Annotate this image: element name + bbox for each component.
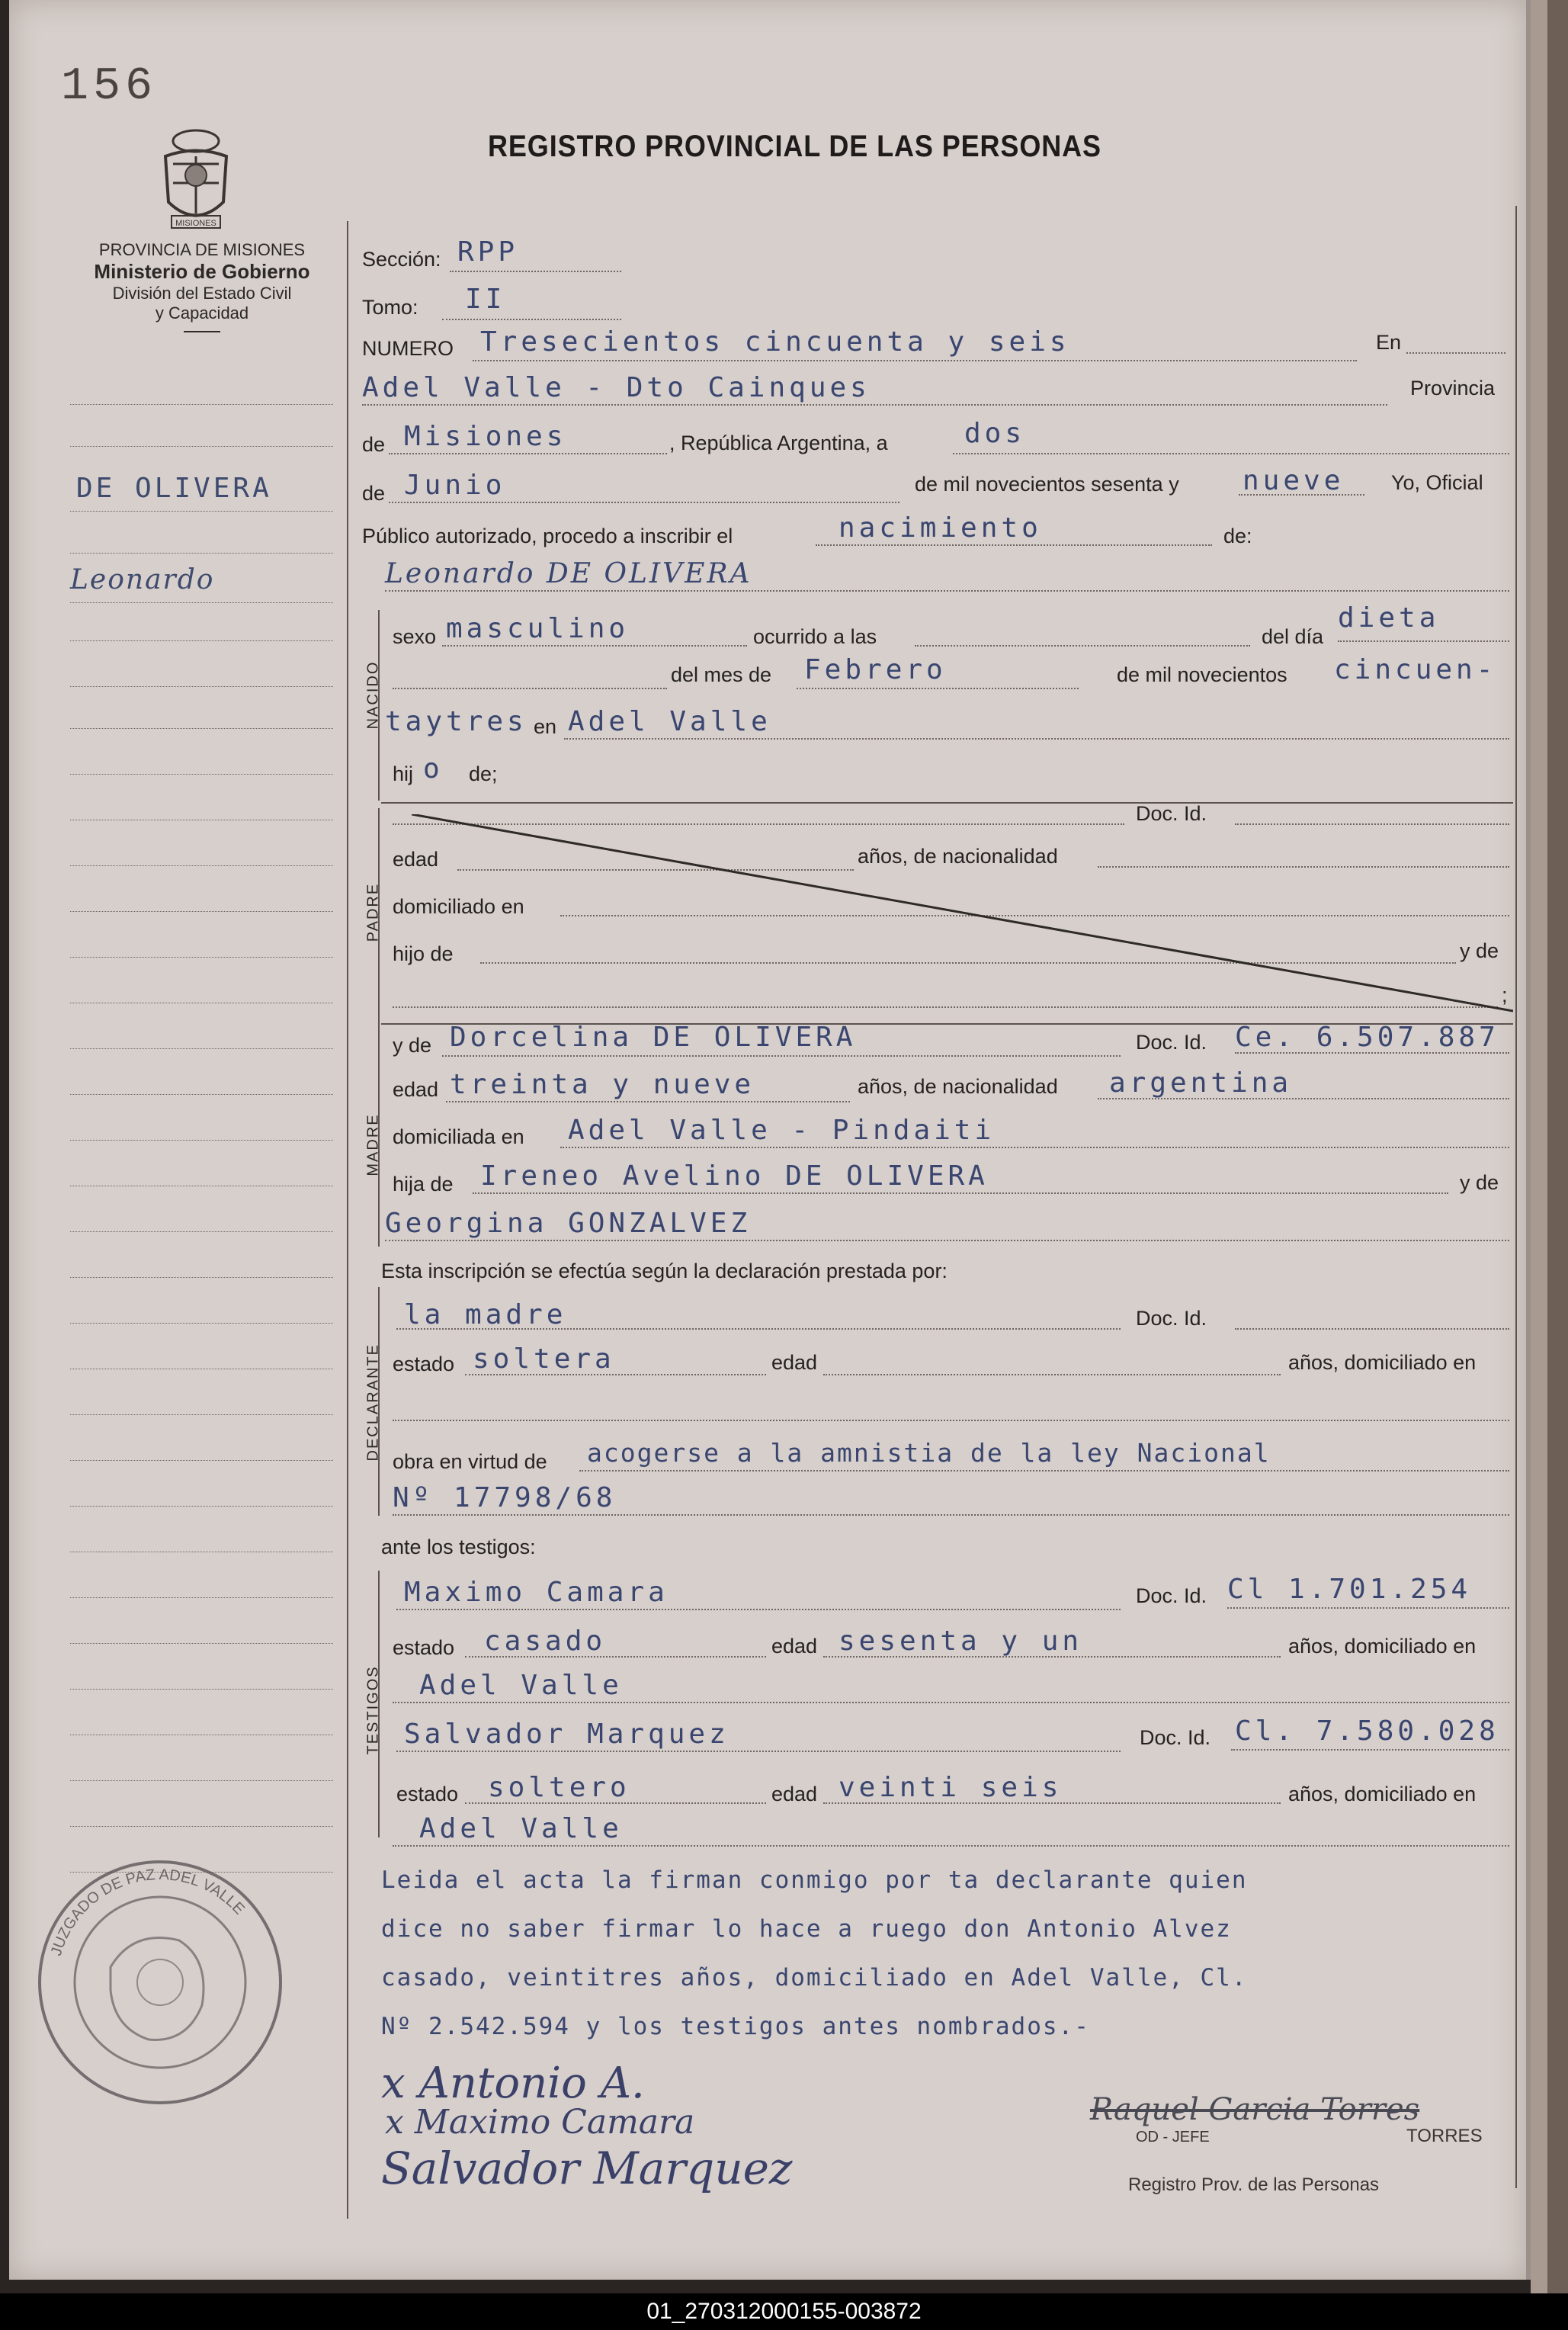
margin-line xyxy=(70,1414,333,1415)
margin-line xyxy=(70,446,333,447)
mes-nac-line xyxy=(797,688,1079,689)
mil-sesenta-label: de mil novecientos sesenta y xyxy=(915,473,1179,496)
obra-label: obra en virtud de xyxy=(393,1450,547,1473)
madre-edad-value: treinta y nueve xyxy=(450,1069,755,1100)
right-rule xyxy=(1515,206,1517,2188)
page-number: 156 xyxy=(61,61,158,113)
declarante-doc-label: Doc. Id. xyxy=(1136,1307,1207,1330)
declarante-line xyxy=(396,1328,1121,1330)
madre-dom-label: domiciliada en xyxy=(393,1125,524,1148)
margin-line xyxy=(70,602,333,603)
testigo1-doc-line xyxy=(1227,1607,1509,1609)
madre-doc-label: Doc. Id. xyxy=(1136,1031,1207,1054)
madre-nac-line xyxy=(1098,1098,1509,1099)
mes-nac-value: Febrero xyxy=(804,654,947,685)
de-colon-label: de: xyxy=(1223,525,1252,547)
testigo1-value: Maximo Camara xyxy=(404,1577,669,1608)
declarante-side-label: DECLARANTE xyxy=(364,1343,382,1462)
svg-text:JUZGADO DE PAZ ADEL VALLE xyxy=(48,1866,248,1958)
dia-line xyxy=(953,453,1509,454)
del-dia-label: del día xyxy=(1262,625,1324,648)
province-label: PROVINCIA DE MISIONES xyxy=(98,240,306,259)
testigo1-edad-label: edad xyxy=(771,1635,818,1658)
closing-line-4: Nº 2.542.594 y los testigos antes nombrados.- xyxy=(381,2013,1090,2040)
margin-surname: DE OLIVERA xyxy=(76,473,272,504)
margin-line xyxy=(70,1780,333,1781)
tomo-line xyxy=(442,319,621,320)
page-edge-dark xyxy=(1547,0,1568,2293)
testigo2-dom-value: Adel Valle xyxy=(419,1813,623,1844)
anio-value: nueve xyxy=(1243,465,1345,496)
testigo2-dom-label: años, domiciliado en xyxy=(1288,1783,1477,1805)
madre-nac-label: años, de nacionalidad xyxy=(858,1075,1058,1098)
padre-dom-label: domiciliado en xyxy=(393,895,524,918)
testigo1-line xyxy=(396,1609,1121,1610)
official-surname: TORRES xyxy=(1406,2126,1483,2146)
anio-nac-value-1: cincuen- xyxy=(1334,654,1497,685)
yo-oficial-label: Yo, Oficial xyxy=(1391,471,1483,494)
acto-line xyxy=(816,544,1212,546)
numero-value: Tresecientos cincuenta y seis xyxy=(480,326,1070,358)
padre-y-de-label: y de xyxy=(1460,939,1499,962)
nombre-value: Leonardo DE OLIVERA xyxy=(385,558,752,589)
lugar-nac-line xyxy=(564,738,1509,740)
dia-nac-value: dieta xyxy=(1338,602,1440,634)
madre-y-de-label: y de xyxy=(393,1034,432,1057)
capacity-label: y Capacidad xyxy=(155,303,249,323)
margin-line xyxy=(70,957,333,958)
margin-line xyxy=(70,404,333,405)
margin-line xyxy=(70,1277,333,1278)
testigo1-estado-line xyxy=(465,1656,766,1658)
testigo1-dom-value: Adel Valle xyxy=(419,1670,623,1701)
provincia-value: Misiones xyxy=(404,421,567,452)
mes-line xyxy=(389,502,899,503)
margin-line xyxy=(70,1597,333,1598)
closing-line-3: casado, veintitres años, domiciliado en Adel Valle, Cl. xyxy=(381,1964,1248,1991)
numero-label: NUMERO xyxy=(362,337,454,360)
testigo2-doc-label: Doc. Id. xyxy=(1140,1726,1211,1749)
obra-value-1: acogerse a la amnistia de la ley Nacional xyxy=(587,1438,1271,1468)
en-line xyxy=(1406,352,1505,354)
testigo2-edad-line xyxy=(823,1802,1281,1804)
testigo1-estado-value: casado xyxy=(484,1626,607,1657)
en-lower-label: en xyxy=(534,715,557,738)
madre-padre-line xyxy=(473,1192,1448,1194)
seccion-label: Sección: xyxy=(362,248,441,271)
margin-line xyxy=(70,1689,333,1690)
madre-doc-value: Ce. 6.507.887 xyxy=(1235,1022,1499,1053)
sexo-label: sexo xyxy=(393,625,437,648)
dia-value: dos xyxy=(964,418,1026,449)
declarante-estado-label: estado xyxy=(393,1353,455,1375)
obra-line-1 xyxy=(579,1470,1509,1471)
lugar-value: Adel Valle - Dto Cainques xyxy=(362,372,871,403)
margin-line xyxy=(70,865,333,866)
mil-novecientos-label: de mil novecientos xyxy=(1117,663,1287,686)
margin-line xyxy=(70,728,333,729)
provincia-label: Provincia xyxy=(1410,377,1496,400)
padre-edad-label: edad xyxy=(393,848,439,871)
stamp-text: JUZGADO DE PAZ ADEL VALLE xyxy=(47,1866,248,1958)
madre-dom-value: Adel Valle - Pindaiti xyxy=(568,1115,996,1146)
hij-value: o xyxy=(423,753,444,785)
margin-line xyxy=(70,1506,333,1507)
testigo1-estado-label: estado xyxy=(393,1636,455,1659)
testigo2-doc-line xyxy=(1231,1749,1509,1751)
signature-antonio: x Antonio A. xyxy=(381,2059,645,2108)
declarante-dom-label: años, domiciliado en xyxy=(1288,1351,1477,1374)
margin-line xyxy=(70,686,333,687)
margin-line xyxy=(70,553,333,554)
testigo2-estado-line xyxy=(465,1802,766,1804)
del-mes-label: del mes de xyxy=(671,663,772,686)
seccion-line xyxy=(450,271,621,272)
official-role: OD - JEFE xyxy=(1136,2129,1210,2145)
closing-line-1: Leida el acta la firman conmigo por ta declarante quien xyxy=(381,1866,1248,1894)
testigo2-line xyxy=(396,1751,1121,1752)
madre-y-de-2-label: y de xyxy=(1460,1171,1499,1194)
nombre-line xyxy=(385,590,1509,592)
signature-maximo: x Maximo Camara xyxy=(385,2103,695,2142)
margin-line xyxy=(70,1643,333,1644)
filename-caption: 01_270312000155-003872 xyxy=(0,2293,1568,2330)
padre-doc-label: Doc. Id. xyxy=(1136,802,1207,825)
madre-edad-label: edad xyxy=(393,1078,439,1101)
acto-value: nacimiento xyxy=(839,512,1042,544)
madre-edad-line xyxy=(446,1101,850,1102)
en-label: En xyxy=(1376,331,1402,354)
madre-nac-value: argentina xyxy=(1109,1067,1293,1099)
obra-line-2 xyxy=(393,1514,1509,1516)
seal-text: MISIONES xyxy=(175,219,216,228)
declarante-value: la madre xyxy=(404,1299,567,1330)
madre-nombre-value: Dorcelina DE OLIVERA xyxy=(450,1022,857,1053)
testigo2-value: Salvador Marquez xyxy=(404,1719,729,1750)
testigo1-doc-label: Doc. Id. xyxy=(1136,1584,1207,1607)
de-label: de xyxy=(362,433,386,456)
tomo-label: Tomo: xyxy=(362,296,418,319)
mes-value: Junio xyxy=(404,470,506,501)
declarante-dom-line xyxy=(393,1420,1509,1421)
declarante-estado-line xyxy=(465,1374,766,1375)
testigos-side-label: TESTIGOS xyxy=(364,1665,382,1755)
madre-hija-label: hija de xyxy=(393,1173,454,1195)
testigo2-estado-value: soltero xyxy=(488,1772,630,1803)
seccion-value: RPP xyxy=(457,236,519,268)
margin-line xyxy=(70,1323,333,1324)
madre-madre-line xyxy=(385,1240,1509,1241)
obra-value-2: Nº 17798/68 xyxy=(393,1482,617,1513)
lugar-nac-value: Adel Valle xyxy=(568,706,771,737)
padre-hijo-label: hijo de xyxy=(393,942,454,965)
cancel-slash xyxy=(412,814,1513,1013)
hora-line xyxy=(915,645,1250,647)
dia-nac-line xyxy=(1338,640,1509,642)
madre-doc-line xyxy=(1235,1052,1509,1054)
margin-line xyxy=(70,1460,333,1461)
numero-line xyxy=(473,360,1357,361)
madre-side-label: MADRE xyxy=(364,1113,382,1176)
testigo2-edad-value: veinti seis xyxy=(839,1772,1063,1803)
official-signature: Raquel Garcia Torres xyxy=(1090,2092,1420,2127)
padre-semicolon: ; xyxy=(1502,984,1508,1006)
madre-dom-line xyxy=(560,1147,1509,1148)
ocurrido-label: ocurrido a las xyxy=(753,625,877,648)
testigo2-estado-label: estado xyxy=(396,1783,459,1805)
republica-label: , República Argentina, a xyxy=(669,432,888,454)
ministry-header xyxy=(53,240,351,332)
margin-line xyxy=(70,1094,333,1095)
sexo-value: masculino xyxy=(446,613,630,644)
blank-line xyxy=(393,688,667,689)
testigo2-dom-line xyxy=(393,1845,1509,1847)
de-semicolon-label: de; xyxy=(469,762,498,785)
testigo1-edad-value: sesenta y un xyxy=(839,1626,1083,1657)
testigo1-edad-line xyxy=(823,1656,1281,1658)
margin-line xyxy=(70,1231,333,1232)
margin-line xyxy=(70,774,333,775)
de-label-2: de xyxy=(362,482,386,505)
signature-salvador: Salvador Marquez xyxy=(381,2142,793,2194)
declarante-estado-value: soltera xyxy=(473,1343,615,1375)
provincia-line xyxy=(389,453,667,454)
tomo-value: II xyxy=(465,284,506,315)
registry-office: Registro Prov. de las Personas xyxy=(1128,2174,1380,2195)
division-label: División del Estado Civil xyxy=(112,284,292,303)
madre-padre-value: Ireneo Avelino DE OLIVERA xyxy=(480,1160,989,1192)
margin-line xyxy=(70,911,333,912)
nacido-side-label: NACIDO xyxy=(364,660,382,730)
madre-nombre-line xyxy=(442,1055,1121,1057)
testigo1-dom-label: años, domiciliado en xyxy=(1288,1635,1477,1658)
page-title: REGISTRO PROVINCIAL DE LAS PERSONAS xyxy=(488,130,1101,163)
court-stamp xyxy=(34,1853,286,2112)
testigo1-dom-line xyxy=(393,1702,1509,1703)
margin-line xyxy=(70,511,333,512)
margin-line xyxy=(70,1048,333,1049)
padre-top-rule xyxy=(381,802,1513,804)
madre-madre-value: Georgina GONZALVEZ xyxy=(385,1208,752,1239)
margin-rule xyxy=(347,221,348,2219)
sexo-line xyxy=(442,645,747,647)
ministry-label: Ministerio de Gobierno xyxy=(94,260,310,283)
testigo1-doc-value: Cl 1.701.254 xyxy=(1227,1574,1472,1605)
margin-line xyxy=(70,640,333,641)
header-divider xyxy=(184,331,220,332)
testigo2-doc-value: Cl. 7.580.028 xyxy=(1235,1715,1499,1747)
margin-given-name: Leonardo xyxy=(70,564,215,595)
publico-label: Público autorizado, procedo a inscribir el xyxy=(362,525,733,547)
lugar-line xyxy=(362,404,1387,406)
coat-of-arms-icon xyxy=(156,126,236,233)
padre-side-label: PADRE xyxy=(364,882,382,942)
testigos-label: ante los testigos: xyxy=(381,1536,536,1558)
closing-line-2: dice no saber firmar lo hace a ruego don Antonio Alvez xyxy=(381,1915,1232,1943)
declarante-doc-line xyxy=(1235,1328,1509,1330)
anio-nac-value-2: taytres xyxy=(385,706,527,737)
declarante-edad-line xyxy=(823,1374,1281,1375)
hij-label: hij xyxy=(393,762,414,785)
testigo2-edad-label: edad xyxy=(771,1783,818,1805)
padre-nac-label: años, de nacionalidad xyxy=(858,845,1058,868)
margin-line xyxy=(70,1826,333,1827)
anio-line xyxy=(1239,494,1364,496)
margin-line xyxy=(70,1140,333,1141)
declaracion-label: Esta inscripción se efectúa según la declaración prestada por: xyxy=(381,1260,948,1282)
declarante-edad-label: edad xyxy=(771,1351,818,1374)
